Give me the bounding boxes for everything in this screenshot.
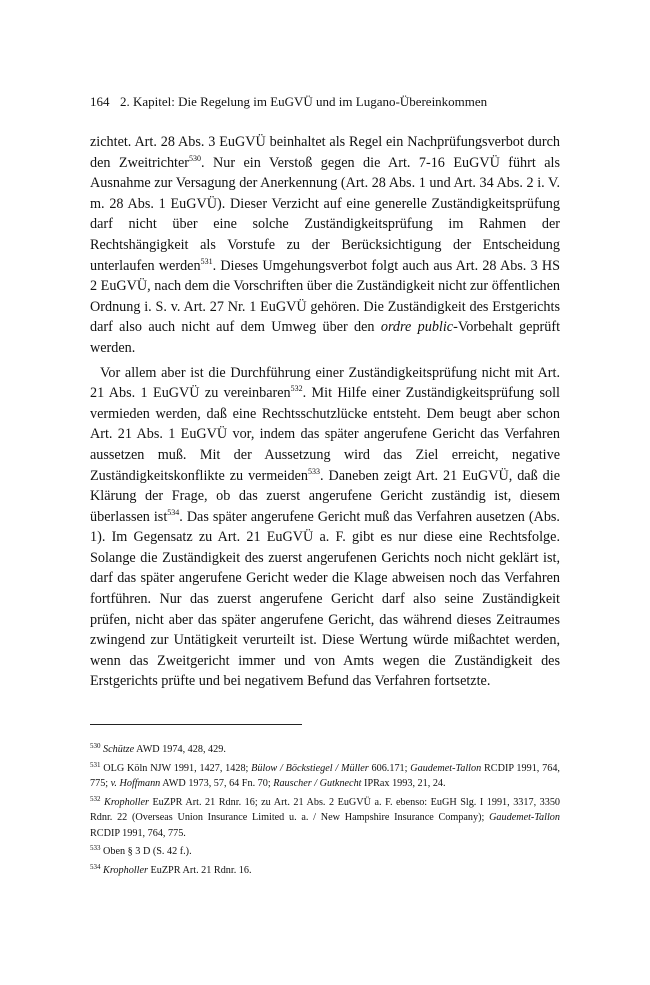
footnote-text: EuZPR Art. 21 Rdnr. 16. [147, 864, 252, 876]
footnote-ref-533[interactable]: 533 [307, 466, 320, 476]
italic-term: ordre public [380, 319, 454, 336]
text-segment: . Mit Hilfe einer Zuständigkeitsprüfung soll vermieden werden, daß eine Rechtsschutzlücke entsteht. Dem beugt aber schon Art. 21 Abs. 1 EuGVÜ vor, indem das später angerufene Gericht das Verfahren aussetzen muß. Mit der Aussetzung wird das Ziel erreicht, negative Zuständigkeitskonflikte zu vermeiden [90, 385, 560, 484]
author-name: Kropholler [104, 796, 149, 808]
footnote-text: OLG Köln NJW 1991, 1427, 1428; [100, 762, 252, 774]
text-segment: -Vorbehalt geprüft werden. [90, 319, 561, 356]
footnote-number: 530 [90, 742, 101, 750]
text-segment: . Dieses Umgehungsverbot folgt auch aus Art. 28 Abs. 3 HS 2 EuGVÜ, nach dem die Vorschriften über die Zuständigkeit nicht zur öffentlichen Ordnung i. S. v. Art. 27 Nr. 1 EuGVÜ gehören. Die Zuständigkeit des Erstgerichts darf also auch nicht auf dem Umweg über den [90, 257, 560, 336]
footnote-531 [90, 761, 560, 792]
main-text [90, 132, 560, 692]
footnote-ref-530[interactable]: 530 [189, 153, 202, 163]
text-segment: . Das später angerufene Gericht muß das Verfahren ausetzen (Abs. 1). Im Gegensatz zu Art. 21 EuGVÜ a. F. gibt es nur diese eine Rechtsfolge. Solange die Zuständigkeit des zuerst angerufenen Gerichts noch nicht geklärt ist, darf das später angerufene Gericht weder die Klage abweisen noch das Verfahren fortführen. Nur das zuerst angerufene Gericht darf also seine Zuständigkeit prüfen, nicht aber das später angerufene Gericht, das während dieses Zeitraumes zwingend zur Untätigkeit verurteilt ist. Diese Wertung würde mißachtet werden, wenn das Zweitgericht immer und von Amts wegen die Zuständigkeit des Erstgerichts prüfte und bei negativem Befund das Verfahren fortsetzte. [90, 508, 560, 690]
author-name: v. Hoffmann [110, 778, 161, 789]
footnotes [90, 742, 560, 881]
footnote-text: RCDIP 1991, 764, 775; [90, 762, 560, 789]
footnote-separator [90, 724, 302, 725]
text-segment: . Nur ein Verstoß gegen die Art. 7-16 EuGVÜ führt als Ausnahme zur Versagung der Anerkennung (Art. 28 Abs. 1 und Art. 34 Abs. 2 i. V. m. 28 Abs. 1 EuGVÜ). Dieser Verzicht auf eine generelle Zuständigkeitsprüfung darf nicht über eine solche Zuständigkeitsprüfung im Rahmen der Rechtshängigkeit als Vorstufe zu der Berücksichtigung der Entscheidung unterlaufen werden [90, 154, 560, 274]
footnote-ref-534[interactable]: 534 [167, 507, 180, 517]
text-segment: zichtet. Art. 28 Abs. 3 EuGVÜ beinhaltet als Regel ein Nachprüfungsverbot durch den Zweitrichter [90, 134, 560, 171]
footnote-text: EuZPR Art. 21 Rdnr. 16; zu Art. 21 Abs. 2 EuGVÜ a. F. ebenso: EuGH Slg. I 1991, 3317, 3350 Rdnr. 22 (Overseas Union Insurance Limited u. a. / New Hampshire Insurance Company); [90, 796, 561, 823]
author-name: Schütze [103, 744, 135, 755]
author-name: Kropholler [103, 864, 148, 876]
running-title: 2. Kapitel: Die Regelung im EuGVÜ und im Lugano-Übereinkommen [120, 94, 488, 109]
author-name: Bülow / Böckstiegel / Müller [251, 762, 369, 774]
footnote-text: RCDIP 1991, 764, 775. [90, 827, 186, 839]
text-segment: Vor allem aber ist die Durchführung einer Zuständigkeitsprüfung nicht mit Art. 21 Abs. 1 EuGVÜ zu vereinbaren [90, 364, 560, 402]
footnote-number: 534 [90, 862, 101, 871]
footnote-ref-531[interactable]: 531 [200, 256, 213, 266]
footnote-text: AWD 1974, 428, 429. [134, 744, 226, 755]
footnote-text: Oben § 3 D (S. 42 f.). [100, 846, 192, 857]
paragraph-1 [90, 132, 560, 359]
paragraph-2 [90, 363, 560, 693]
footnote-text: AWD 1973, 57, 64 Fn. 70; [160, 778, 274, 789]
footnote-number: 533 [90, 844, 101, 852]
footnote-text: IPRax 1993, 21, 24. [361, 778, 446, 789]
footnote-530 [90, 742, 560, 758]
running-header [90, 94, 560, 109]
author-name: Rauscher / Gutknecht [273, 778, 362, 789]
footnote-number: 531 [90, 760, 101, 769]
page-number: 164 [90, 94, 110, 109]
footnote-532 [90, 795, 560, 842]
footnote-number: 532 [90, 794, 101, 803]
author-name: Gaudemet-Tallon [410, 762, 482, 774]
author-name: Gaudemet-Tallon [489, 812, 560, 823]
footnote-text: 606.171; [368, 762, 411, 774]
footnote-534 [90, 863, 560, 879]
footnote-533 [90, 844, 560, 860]
text-segment: . Daneben zeigt Art. 21 EuGVÜ, daß die Klärung der Frage, ob das zuerst angerufene Gericht zuständig ist, diesem überlassen ist [90, 467, 560, 525]
footnote-ref-532[interactable]: 532 [290, 384, 303, 394]
